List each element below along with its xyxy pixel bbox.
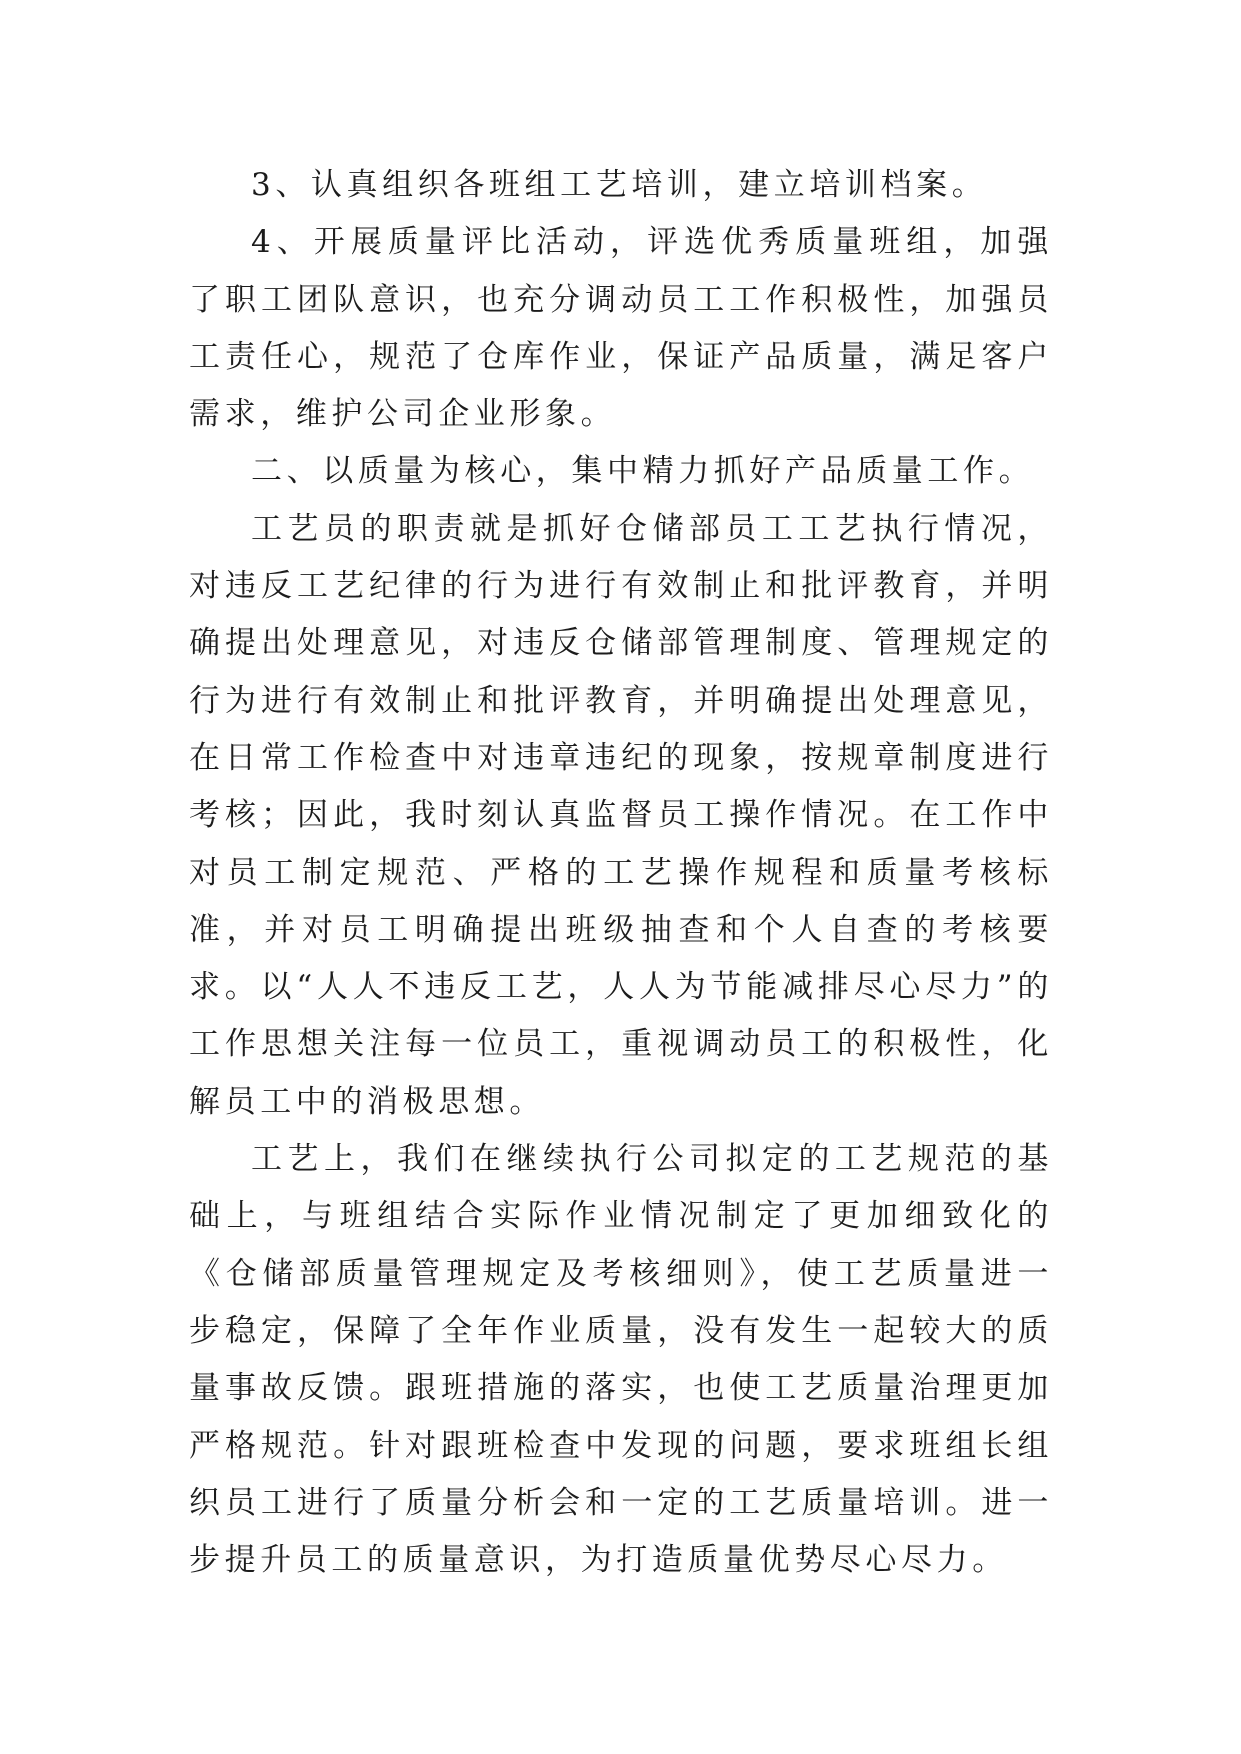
paragraph-training: 3、认真组织各班组工艺培训，建立培训档案。 xyxy=(251,167,988,203)
paragraph-quality-competition: 4、开展质量评比活动，评选优秀质量班组，加强了职工团队意识，也充分调动员工工作积极性，加强员工责任心，规范了仓库作业，保证产品质量，满足客户需求，维护公司企业形象。 xyxy=(189,224,1053,433)
paragraph-process-improvement: 工艺上，我们在继续执行公司拟定的工艺规范的基础上，与班组结合实际作业情况制定了更加细致化的《仓储部质量管理规定及考核细则》，使工艺质量进一步稳定，保障了全年作业质量，没有发生一起较大的质量事故反馈。跟班措施的落实，也使工艺质量治理更加严格规范。针对跟班检查中发现的问题，要求班组长组织员工进行了质量分析会和一定的工艺质量培训。进一步提升员工的质量意识，为打造质量优势尽心尽力。 xyxy=(189,1141,1053,1579)
paragraph-process-officer-duties: 工艺员的职责就是抓好仓储部员工工艺执行情况，对违反工艺纪律的行为进行有效制止和批评教育，并明确提出处理意见，对违反仓储部管理制度、管理规定的行为进行有效制止和批评教育，并明确提出处理意见，在日常工作检查中对违章违纪的现象，按规章制度进行考核；因此，我时刻认真监督员工操作情况。在工作中对员工制定规范、严格的工艺操作规程和质量考核标准，并对员工明确提出班级抽查和个人自查的考核要求。以“人人不违反工艺，人人为节能减排尽心尽力”的工作思想关注每一位员工，重视调动员工的积极性，化解员工中的消极思想。 xyxy=(189,510,1053,1120)
section-heading-quality-core: 二、以质量为核心，集中精力抓好产品质量工作。 xyxy=(251,453,1035,490)
document-body xyxy=(189,157,1053,1589)
